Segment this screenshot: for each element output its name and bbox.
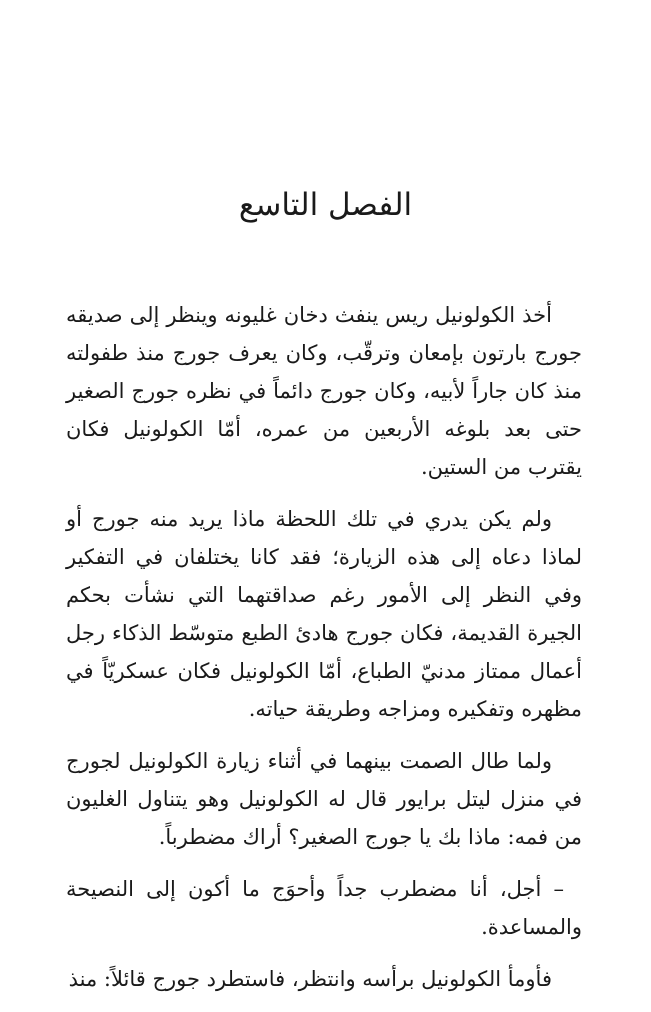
- paragraph: أخذ الكولونيل ريس ينفث دخان غليونه وينظر إلى صديقه جورج بارتون بإمعان وترقّب، وكان يعرف جورج منذ طفولته منذ كان جاراً لأبيه، وكان جورج دائماً في نظره جورج الصغير حتى بعد بلوغه الأربعين من عمره، أمّا الكولونيل فكان يقترب من الستين.: [66, 303, 582, 479]
- paragraph: ولم يكن يدري في تلك اللحظة ماذا يريد منه جورج أو لماذا دعاه إلى هذه الزيارة؛ فقد كانا يختلفان في التفكير وفي النظر إلى الأمور رغم صداقتهما التي نشأت بحكم الجيرة القديمة، فكان جورج هادئ الطبع متوسّط الذكاء رجل أعمال ممتاز مدنيّ الطباع، أمّا الكولونيل فكان عسكريّاً في مظهره وتفكيره ومزاجه وطريقة حياته.: [66, 507, 582, 721]
- paragraph: فأومأ الكولونيل برأسه وانتظر، فاستطرد جورج قائلاً: منذ: [68, 967, 552, 991]
- chapter-body: [66, 296, 582, 1012]
- dialogue-paragraph: – أجل، أنا مضطرب جداً وأحوَج ما أكون إلى النصيحة والمساعدة.: [66, 877, 582, 939]
- paragraph: ولما طال الصمت بينهما في أثناء زيارة الكولونيل لجورج في منزل ليتل برايور قال له الكولونيل وهو يتناول الغليون من فمه: ماذا بك يا جورج الصغير؟ أراك مضطرباً.: [66, 749, 582, 849]
- chapter-title: الفصل التاسع: [238, 187, 413, 223]
